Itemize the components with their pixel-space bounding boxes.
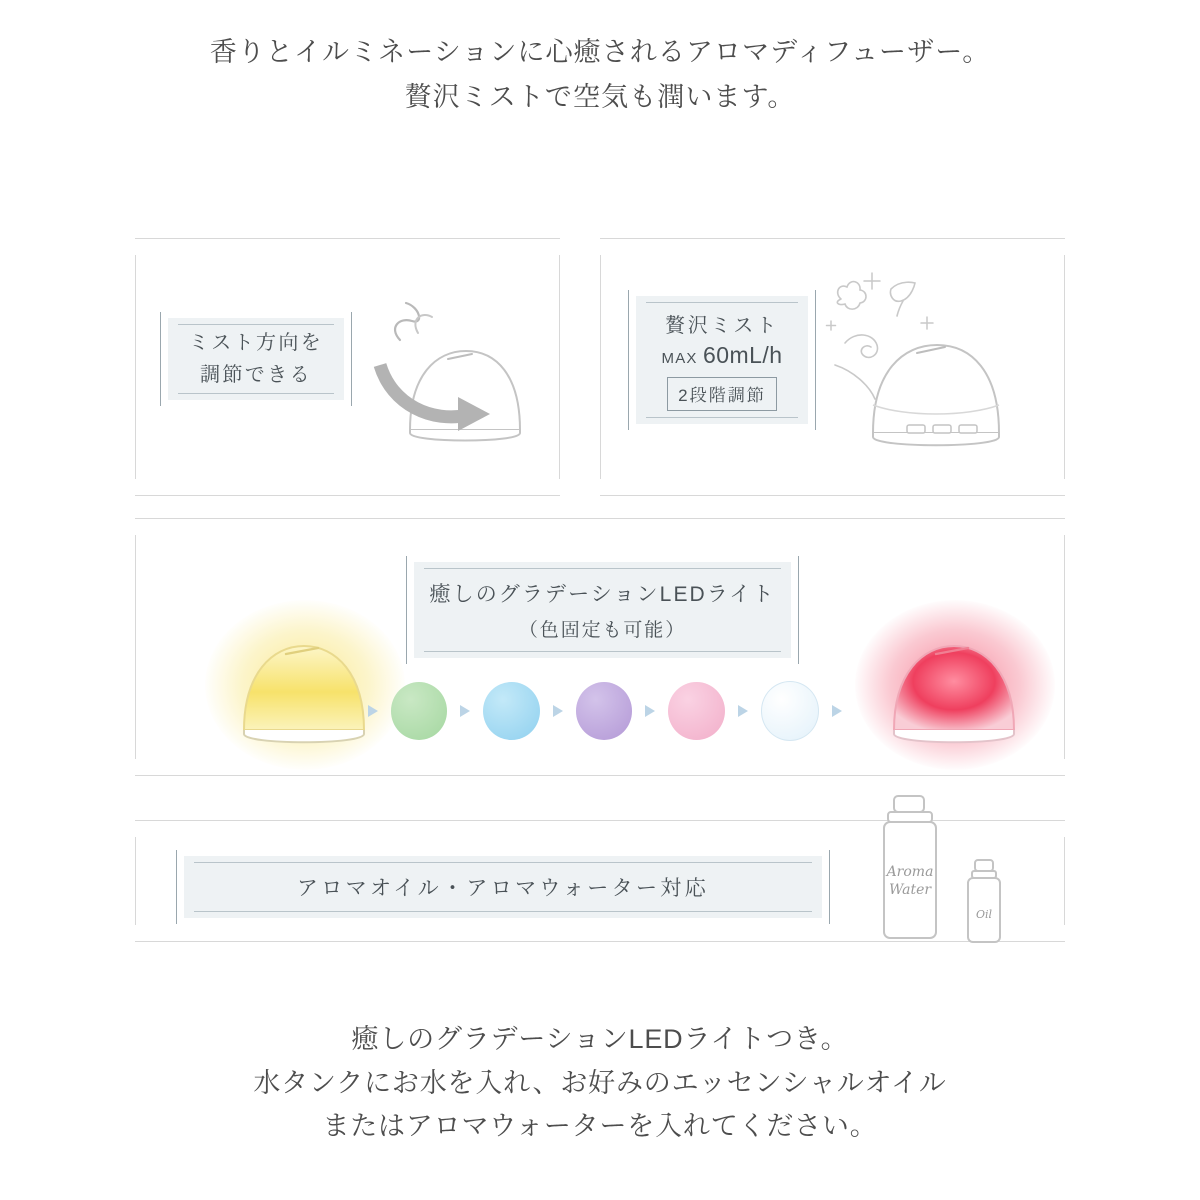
caption-rule-bottom: [424, 651, 781, 652]
led-color-dot-blue: [483, 682, 539, 740]
bottom-description: [0, 1018, 1200, 1149]
caption-bar-left: [160, 312, 161, 406]
diffuser-illustration-tilted: [340, 255, 560, 475]
bottom-description-line-2: 水タンクにお水を入れ、お好みのエッセンシャルオイル: [253, 1067, 947, 1098]
led-color-dot-white: [761, 681, 819, 741]
caption-bar-left: [628, 290, 629, 430]
caption-rule-top: [424, 568, 781, 569]
arrow-icon: [460, 705, 470, 717]
arrow-icon: [832, 705, 842, 717]
caption-led: [414, 562, 791, 658]
caption-mist-volume: [636, 296, 808, 424]
caption-mist-volume-badge: 2段階調節: [667, 377, 777, 411]
caption-bar-right: [798, 556, 799, 664]
bottom-description-line-1: 癒しのグラデーションLEDライトつき。: [351, 1024, 849, 1054]
arrow-icon: [553, 705, 563, 717]
caption-oil-text: アロマオイル・アロマウォーター対応: [296, 877, 710, 900]
caption-bar-left: [406, 556, 407, 664]
aroma-water-bottle-illustration: [868, 790, 958, 950]
caption-mist-direction-line-2: 調節できる: [200, 364, 312, 386]
caption-mist-volume-max: MAX: [661, 350, 698, 367]
essential-oil-bottle-label: Oil: [975, 908, 993, 921]
caption-mist-volume-rate: [662, 342, 783, 369]
caption-rule-bottom: [178, 393, 334, 394]
aroma-water-bottle-label: Aroma: [886, 864, 934, 880]
diffuser-illustration-red: [876, 618, 1036, 758]
caption-bar-right: [829, 850, 830, 924]
caption-mist-direction: [168, 318, 344, 400]
led-color-dot-purple: [576, 682, 632, 740]
led-color-dot-green: [391, 682, 447, 740]
diffuser-illustration-with-aroma: [815, 255, 1050, 470]
top-description-line-1: 香りとイルミネーションに心癒されるアロマディフューザー。: [209, 37, 991, 67]
caption-mist-volume-title: 贅沢ミスト: [665, 315, 779, 337]
caption-rule-top: [194, 862, 812, 863]
caption-rule-top: [178, 324, 334, 325]
caption-led-line-2: （色固定も可能）: [518, 620, 687, 641]
caption-mist-volume-value: 60mL/h: [703, 342, 783, 368]
led-color-dot-pink: [668, 682, 724, 740]
svg-text:Water: Water: [888, 882, 932, 898]
led-color-sequence: [355, 676, 855, 746]
arrow-icon: [645, 705, 655, 717]
arrow-icon: [368, 705, 378, 717]
caption-rule-top: [646, 302, 798, 303]
bottom-description-line-3: またはアロマウォーターを入れてください。: [322, 1111, 878, 1142]
arrow-icon: [738, 705, 748, 717]
caption-led-line-1: 癒しのグラデーションLEDライト: [429, 583, 776, 606]
essential-oil-bottle-illustration: [955, 856, 1015, 952]
top-description: [0, 30, 1200, 119]
caption-mist-direction-line-1: ミスト方向を: [188, 332, 324, 354]
top-description-line-2: 贅沢ミストで空気も潤います。: [404, 81, 796, 112]
caption-oil: [184, 856, 822, 918]
caption-rule-bottom: [646, 417, 798, 418]
caption-rule-bottom: [194, 911, 812, 912]
caption-bar-left: [176, 850, 177, 924]
